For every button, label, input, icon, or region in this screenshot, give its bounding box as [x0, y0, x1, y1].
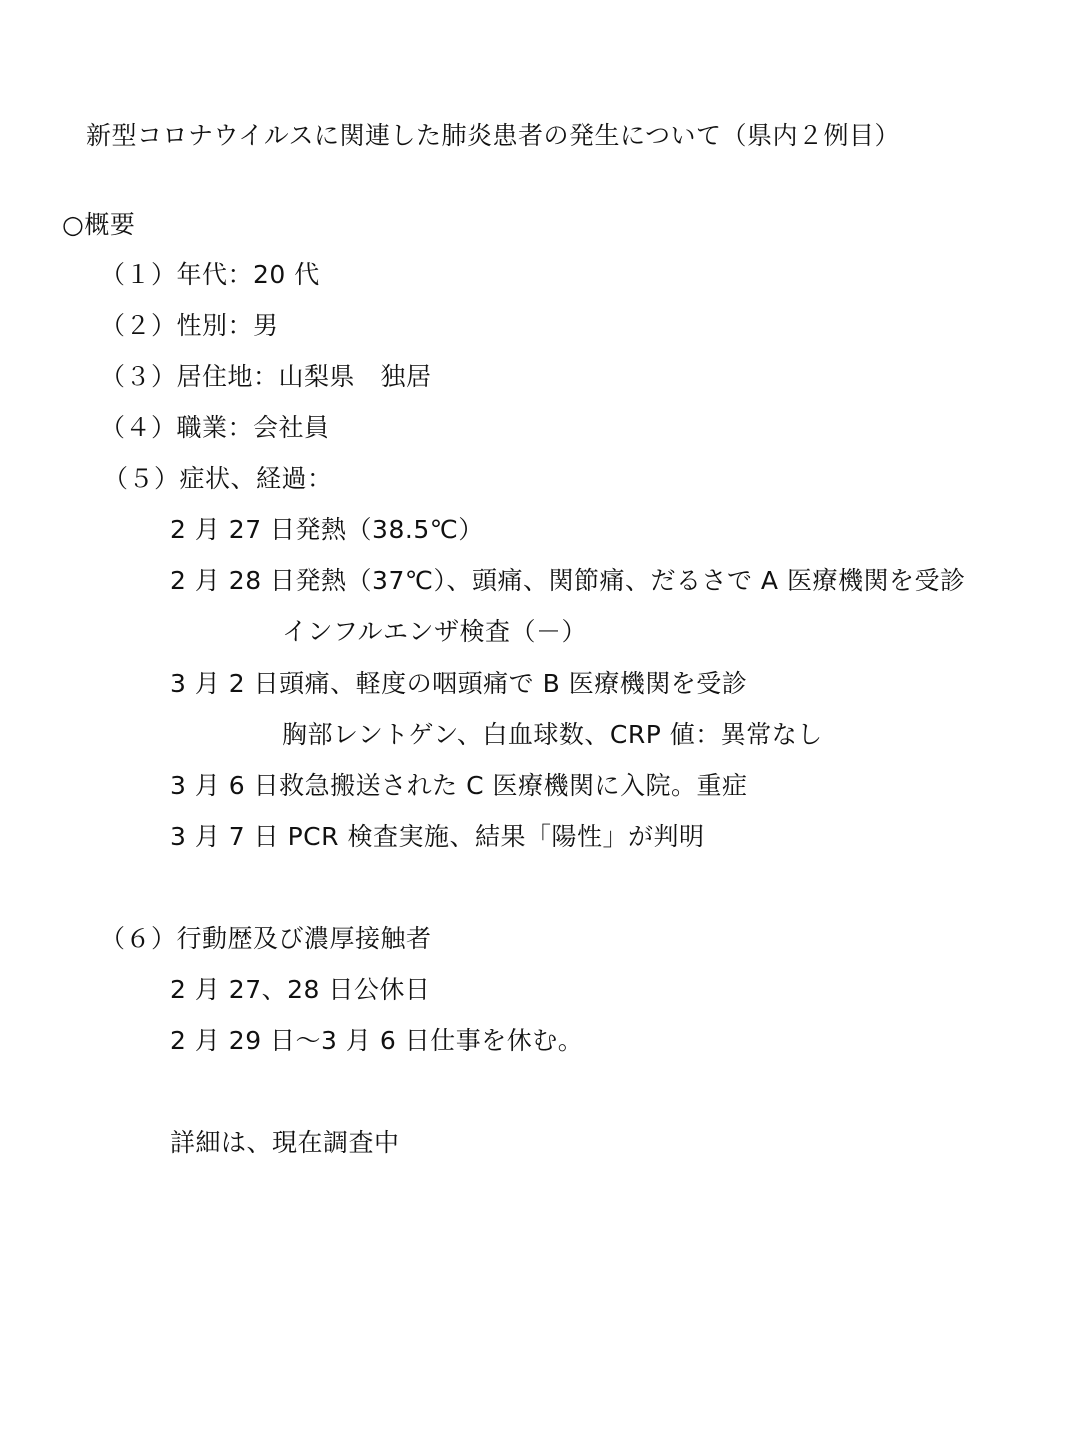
symptom-line: 2 月 27 日発熱（38.5℃）	[170, 515, 484, 544]
overview-heading: ○概要	[62, 210, 136, 239]
activity-line: 2 月 29 日～3 月 6 日仕事を休む。	[170, 1026, 584, 1055]
item-activity-heading: （６）行動歴及び濃厚接触者	[100, 924, 432, 953]
symptom-subline: 胸部レントゲン、白血球数、CRP 値：異常なし	[282, 720, 823, 749]
item-symptoms-heading: （５）症状、経過：	[103, 464, 333, 493]
document-title: 新型コロナウイルスに関連した肺炎患者の発生について（県内２例目）	[86, 121, 901, 150]
item-sex: （２）性別：男	[100, 311, 279, 340]
symptom-line: 2 月 28 日発熱（37℃）、頭痛、関節痛、だるさで A 医療機関を受診	[170, 566, 966, 595]
item-age: （１）年代：20 代	[100, 260, 320, 289]
symptom-line: 3 月 7 日 PCR 検査実施、結果「陽性」が判明	[170, 822, 705, 851]
activity-line: 2 月 27、28 日公休日	[170, 975, 431, 1004]
item-occupation: （４）職業：会社員	[100, 413, 330, 442]
symptom-subline: インフルエンザ検査（－）	[282, 617, 588, 646]
investigation-note: 詳細は、現在調査中	[170, 1128, 400, 1157]
symptom-line: 3 月 6 日救急搬送された C 医療機関に入院。重症	[170, 771, 748, 800]
symptom-line: 3 月 2 日頭痛、軽度の咽頭痛で B 医療機関を受診	[170, 669, 748, 698]
item-residence: （３）居住地：山梨県 独居	[100, 362, 432, 391]
